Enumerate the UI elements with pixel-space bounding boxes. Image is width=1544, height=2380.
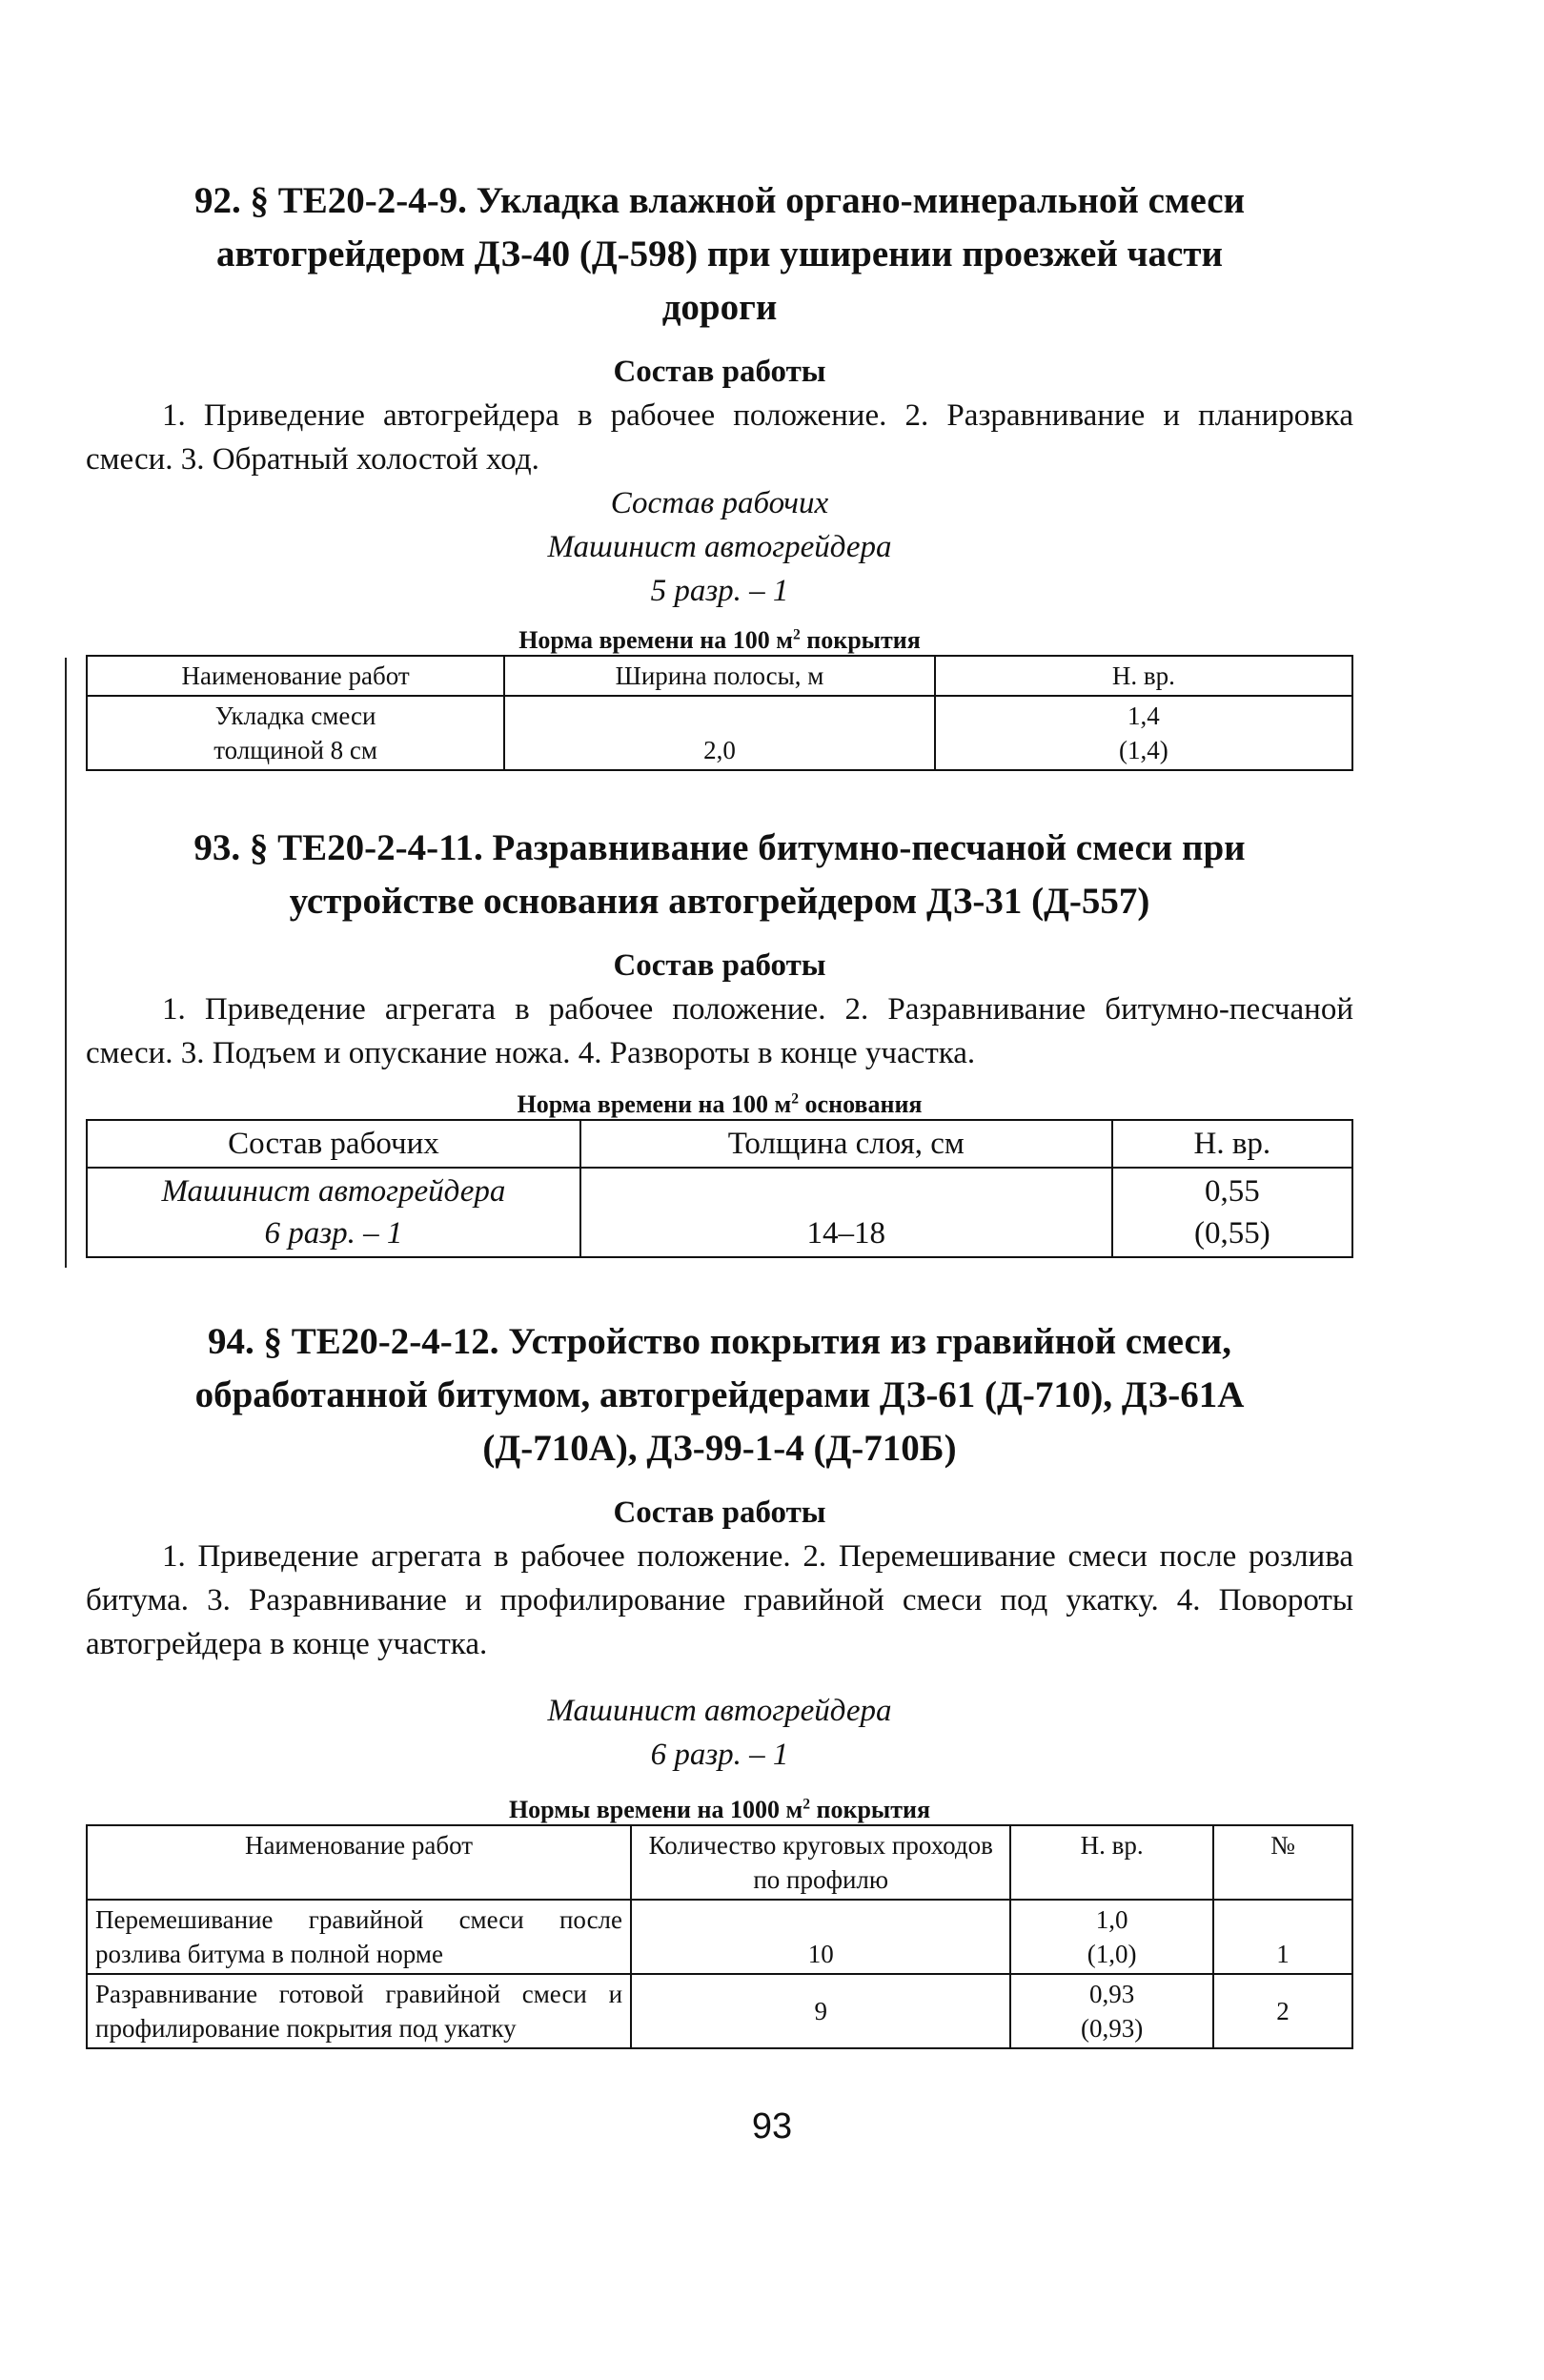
width-cell: 2,0 [504, 696, 935, 770]
table-header: Н. вр. [1112, 1120, 1352, 1168]
section-93-table [86, 1119, 1353, 1258]
time-norm-cell [935, 696, 1352, 770]
section-92-table [86, 655, 1353, 771]
section-92-crew-grade: 5 разр. – 1 [650, 574, 789, 608]
time-norm-cell [1010, 1900, 1212, 1974]
section-92-title: 92. § ТЕ20-2-4-9. Укладка влажной органо-минеральной смеси автогрейдером ДЗ-40 (Д-598) при уширении проезжей части дороги [193, 180, 1246, 328]
work-name-line: толщиной 8 см [213, 736, 377, 764]
caption-sup: 2 [791, 1090, 800, 1108]
passes-cell: 9 [631, 1974, 1010, 2048]
table-row [87, 696, 1352, 770]
section-92 [86, 174, 1353, 771]
section-94 [86, 1315, 1353, 2049]
table-header: Н. вр. [1010, 1825, 1212, 1900]
section-94-table [86, 1824, 1353, 2049]
table-row [87, 1974, 1352, 2048]
time-norm-paren: (1,4) [1119, 736, 1168, 764]
table-header: Состав рабочих [87, 1120, 580, 1168]
section-93-work-heading: Состав работы [613, 948, 826, 983]
time-norm-paren: (1,0) [1087, 1940, 1137, 1968]
table-row [87, 1168, 1352, 1257]
crew-cell [87, 1168, 580, 1257]
work-name-cell [87, 696, 504, 770]
caption-text: Нормы времени на 1000 м [508, 1796, 803, 1823]
time-norm-value: 1,4 [1128, 702, 1160, 730]
section-94-crew-grade: 6 разр. – 1 [650, 1738, 789, 1772]
work-name-cell: Разравнивание готовой гравийной смеси и профилирование покрытия под укатку [87, 1974, 631, 2048]
time-norm-cell [1010, 1974, 1212, 2048]
section-94-title: 94. § ТЕ20-2-4-12. Устройство покрытия из гравийной смеси, обработанной битумом, автогрейдерами ДЗ-61 (Д-710), ДЗ-61А (Д-710А), ДЗ-99-1-4 (Д-710Б) [194, 1321, 1245, 1469]
section-93-work-text: 1. Приведение агрегата в рабочее положение. 2. Разравнивание битумно-песчаной смеси. 3. Подъем и опускание ножа. 4. Развороты в конце участка. [86, 992, 1353, 1070]
time-norm-value: 0,93 [1089, 1980, 1135, 2008]
thickness-cell: 14–18 [580, 1168, 1112, 1257]
time-norm-value: 0,55 [1204, 1174, 1260, 1209]
work-name-cell: Перемешивание гравийной смеси после розлива битума в полной норме [87, 1900, 631, 1974]
section-93 [86, 822, 1353, 1258]
time-norm-cell [1112, 1168, 1352, 1257]
section-94-crew-member: Машинист автогрейдера [547, 1694, 892, 1728]
page-number: 93 [751, 2106, 793, 2146]
section-92-work-text: 1. Приведение автогрейдера в рабочее положение. 2. Разравнивание и планировка смеси. 3. Обратный холостой ход. [86, 398, 1353, 477]
crew-line: Машинист автогрейдера [161, 1174, 506, 1209]
table-header: № [1213, 1825, 1352, 1900]
caption-text: Норма времени на 100 м [518, 626, 793, 654]
row-number-cell: 1 [1213, 1900, 1352, 1974]
time-norm-paren: (0,93) [1081, 2014, 1144, 2043]
table-header: Количество круговых проходов по профилю [631, 1825, 1010, 1900]
section-92-work-heading: Состав работы [613, 355, 826, 389]
passes-cell: 10 [631, 1900, 1010, 1974]
section-92-crew-member: Машинист автогрейдера [547, 530, 892, 564]
crew-line: 6 разр. – 1 [264, 1216, 403, 1251]
table-header: Ширина полосы, м [504, 656, 935, 696]
margin-rule [65, 658, 67, 1268]
section-93-norm-caption [86, 1090, 1353, 1119]
section-92-crew-heading: Состав рабочих [610, 486, 829, 520]
section-94-work-heading: Состав работы [613, 1495, 826, 1530]
caption-text: Норма времени на 100 м [517, 1090, 792, 1118]
table-header: Н. вр. [935, 656, 1352, 696]
caption-sup: 2 [802, 1796, 810, 1813]
work-name-line: Укладка смеси [214, 702, 376, 730]
time-norm-paren: (0,55) [1193, 1216, 1270, 1251]
table-header: Толщина слоя, см [580, 1120, 1112, 1168]
caption-text: покрытия [800, 626, 921, 654]
section-93-title: 93. § ТЕ20-2-4-11. Разравнивание битумно-песчаной смеси при устройстве основания автогрейдером ДЗ-31 (Д-557) [193, 827, 1246, 922]
section-94-norm-caption [86, 1796, 1353, 1824]
caption-text: покрытия [810, 1796, 931, 1823]
section-94-work-text: 1. Приведение агрегата в рабочее положение. 2. Перемешивание смеси после розлива битума. 3. Разравнивание и профилирование гравийной смеси под укатку. 4. Повороты автогрейдера в конце участка. [86, 1539, 1353, 1661]
time-norm-value: 1,0 [1095, 1905, 1128, 1934]
row-number-cell: 2 [1213, 1974, 1352, 2048]
table-header: Наименование работ [87, 656, 504, 696]
table-header: Наименование работ [87, 1825, 631, 1900]
table-row [87, 1900, 1352, 1974]
caption-text: основания [799, 1090, 923, 1118]
section-92-norm-caption [86, 626, 1353, 655]
caption-sup: 2 [792, 626, 801, 643]
